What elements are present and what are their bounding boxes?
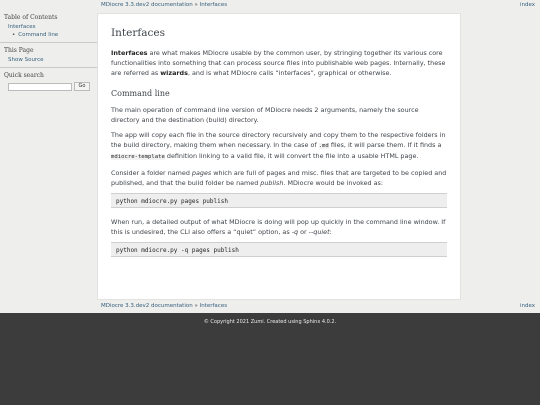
p4-text-a: When run, a detailed output of what MDiocre is doing will pop up quickly in the command line window. If this is undesired, the CLI also offers a “quiet” option, as [111, 218, 446, 237]
p2-text-b: files, it will parse them. If it finds a [328, 141, 442, 150]
md-code: .md [318, 143, 329, 150]
sidebar [0, 14, 97, 91]
bottom-related-bar [0, 301, 540, 311]
toc-item [8, 23, 97, 39]
index-link-bottom[interactable]: index [519, 303, 535, 309]
toc-link-command-line[interactable]: Command line [18, 32, 59, 38]
search-title: Quick search [4, 72, 44, 79]
breadcrumb-separator-bottom: » [192, 303, 200, 309]
document-body [97, 13, 461, 300]
page-title: Interfaces [111, 27, 165, 39]
paragraph-arguments: The main operation of command line version of MDiocre needs 2 arguments, namely the source directory and the destination (build) directory. [111, 105, 419, 124]
go-button[interactable]: Go [74, 82, 90, 91]
sidebar-divider [0, 67, 97, 68]
sidebar-divider [0, 42, 97, 43]
current-page-link[interactable]: Interfaces [199, 2, 228, 8]
p4-text-c: : [329, 228, 332, 237]
copyright-text: © Copyright 2021 Zumi. Created using Sphinx 4.0.2. [203, 319, 337, 325]
doc-home-link-bottom[interactable]: MDiocre 3.3.dev2 documentation [101, 303, 193, 309]
intro-text-end: , and is what MDiocre calls “interfaces”, graphical or otherwise. [187, 69, 392, 78]
paragraph-consider [111, 168, 447, 188]
code-block-basic: python mdiocre.py pages publish [111, 193, 447, 208]
toc-list [8, 23, 97, 39]
index-link[interactable]: index [519, 2, 535, 8]
template-code: mdiocre-template [111, 154, 165, 161]
breadcrumb [101, 0, 227, 10]
intro-paragraph [111, 48, 447, 79]
paragraph-quiet [111, 217, 447, 237]
p2-text-c: definition linking to a valid file, it will convert the file into a usable HTML page. [164, 152, 419, 161]
intro-bold-interfaces: Interfaces [111, 49, 148, 57]
intro-bold-wizards: wizards [160, 69, 188, 78]
code-block-quiet: python mdiocre.py -q pages publish [111, 242, 447, 257]
toc-subitem [12, 31, 97, 39]
doc-home-link[interactable]: MDiocre 3.3.dev2 documentation [101, 2, 193, 8]
search-input[interactable] [8, 83, 72, 91]
p3-text-b: which are full of pages and misc. files that are targeted to be copied and published, and that the build folder be named [111, 168, 447, 187]
pages-em: pages [191, 168, 212, 177]
toc-link-interfaces[interactable]: Interfaces [8, 24, 36, 30]
current-page-link-bottom[interactable]: Interfaces [199, 303, 228, 309]
publish-em: publish [260, 178, 284, 187]
command-line-heading: Command line [111, 88, 170, 98]
search-form [8, 82, 97, 91]
p3-text-a: Consider a folder named [111, 168, 192, 177]
breadcrumb-separator: » [192, 2, 200, 8]
p4-text-b: or [298, 228, 309, 237]
q-flag-em: -q [291, 228, 299, 237]
p3-text-c: . MDiocre would be invoked as: [283, 178, 384, 187]
top-related-bar [0, 0, 540, 10]
p2-text-a: The app will copy each file in the source directory recursively and copy them to the respective folders in the build directory, making them when necessary. In the case of [111, 131, 446, 150]
quiet-flag-em: --quiet [308, 228, 330, 237]
toc-title: Table of Contents [4, 14, 58, 21]
show-source-link[interactable]: Show Source [8, 57, 44, 63]
footer [0, 313, 540, 405]
intro-text: are what makes MDiocre usable by the common user, by stringing together its various core functionalities into something that can process source files into publishable web pages. Internally, these are referred as [111, 49, 446, 78]
this-page-title: This Page [4, 47, 34, 54]
paragraph-copy [111, 130, 447, 163]
breadcrumb-bottom [101, 301, 227, 311]
